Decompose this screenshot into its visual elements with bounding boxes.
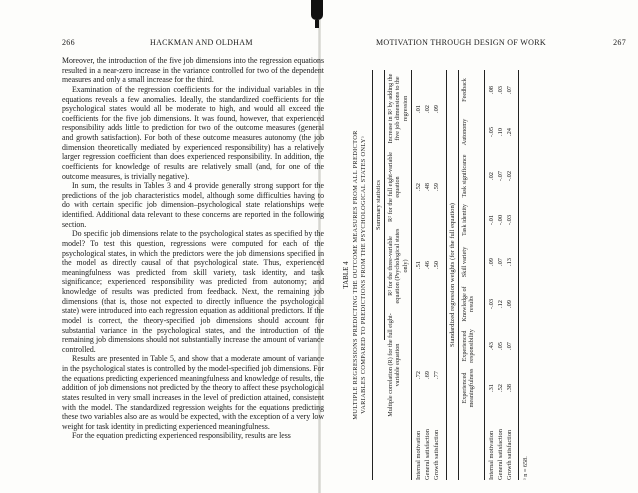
table-caption-line-1: MULTIPLE REGRESSIONS PREDICTING THE OUTCOME MEASURES FROM ALL PREDICTOR xyxy=(352,130,359,420)
weights-cell: .05 xyxy=(497,342,504,350)
summary-col-head: Increase in R² by adding the five job dimensions to the regression xyxy=(387,73,409,144)
left-running-title: HACKMAN AND OLDHAM xyxy=(150,38,253,47)
summary-cell: .72 xyxy=(415,371,422,379)
summary-row-label: Internal motivation xyxy=(415,430,422,480)
weights-col-head: Feedback xyxy=(461,78,468,102)
weights-row-label: General satisfaction xyxy=(497,429,504,480)
summary-cell: .51 xyxy=(415,261,422,269)
table-rule-bottom xyxy=(518,70,519,480)
weights-cell: -.00 xyxy=(497,214,504,226)
weights-cell: .52 xyxy=(497,384,504,392)
weights-row-label: Internal motivation xyxy=(488,430,495,480)
summary-cell: .59 xyxy=(433,183,440,191)
paragraph: In sum, the results in Tables 3 and 4 provide generally strong support for the predictions of the job characteristics model, although some difficulties having to do with certain specific job dimension–psychological state relationships were identified. Additional data relevant to these concerns are reported in the following section. xyxy=(62,181,324,229)
weights-cell: -.03 xyxy=(506,214,513,226)
weights-cell: .31 xyxy=(488,384,495,392)
summary-heading-rule xyxy=(384,70,385,340)
summary-heading: Summary statistics xyxy=(375,180,382,231)
summary-col-head: R² for the three-variable equation (Psychological states only) xyxy=(387,228,409,304)
paragraph: Moreover, the introduction of the five job dimensions into the regression equations resulted in a near-zero increase in the variance controlled for two of the dependent measures and only a small increase for the third. xyxy=(62,56,324,85)
summary-cell: .77 xyxy=(433,371,440,379)
weights-col-head: Knowledge of results xyxy=(461,286,476,322)
paragraph: For the equation predicting experienced responsibility, results are less xyxy=(72,431,291,441)
weights-cell: .13 xyxy=(506,258,513,266)
weights-cell: .24 xyxy=(506,128,513,136)
weights-cell: -.05 xyxy=(488,126,495,138)
weights-cell: .07 xyxy=(497,258,504,266)
weights-cell: .07 xyxy=(506,342,513,350)
weights-col-head: Experienced meaningfulness xyxy=(461,368,476,408)
summary-cell: .02 xyxy=(424,105,431,113)
left-page-number: 266 xyxy=(62,38,75,47)
weights-cell: .02 xyxy=(488,172,495,180)
weights-col-head: Task significance xyxy=(461,154,468,198)
summary-header-rule xyxy=(411,70,412,480)
summary-cell: .01 xyxy=(415,105,422,113)
weights-row-label: Growth satisfaction xyxy=(506,429,513,480)
weights-cell: -.03 xyxy=(488,298,495,310)
table-4-container xyxy=(336,60,636,490)
weights-cell: .07 xyxy=(506,86,513,94)
left-running-head xyxy=(62,38,324,50)
weights-col-head: Skill variety xyxy=(461,246,468,278)
summary-cell: .69 xyxy=(424,371,431,379)
summary-cell: .09 xyxy=(433,105,440,113)
summary-cell: .48 xyxy=(424,183,431,191)
weights-heading: Standardized regression weights (for the full equation) xyxy=(449,203,456,347)
table-label: TABLE 4 xyxy=(342,261,350,289)
table-4 xyxy=(336,60,636,490)
right-running-title: MOTIVATION THROUGH DESIGN OF WORK xyxy=(376,38,546,47)
weights-col-head: Task identity xyxy=(461,203,468,237)
weights-cell: .10 xyxy=(497,128,504,136)
table-caption xyxy=(352,60,368,490)
table-caption-line-2: VARIABLES COMPARED TO PREDICTIONS FROM THE PSYCHOLOGICAL STATES ONLYᵃ xyxy=(360,136,367,414)
weights-cell: -.02 xyxy=(506,170,513,182)
weights-cell: .38 xyxy=(506,384,513,392)
left-body-text xyxy=(62,56,324,441)
weights-top-rule xyxy=(446,70,447,480)
weights-header-rule xyxy=(484,70,485,480)
paragraph: Results are presented in Table 5, and show that a moderate amount of variance in the psychological states is controlled by the model-specified job dimensions. For the equations predicting experienced meaningfulness and knowledge of results, the addition of job dimensions not predicted by the theory to affect these psychological states resulted in very small increases in the level of prediction attained, consistent with the model. The standardized regression weights for the equations predicting these two variables also are as would be expected, with the exception of a very low weight for task identity in predicting experienced meaningfulness. xyxy=(62,354,324,431)
weights-cell: .09 xyxy=(488,258,495,266)
summary-col-head: Multiple correlation (R) for the full eight-variable equation xyxy=(387,313,402,417)
weights-cell: .12 xyxy=(497,300,504,308)
weights-cell: .09 xyxy=(506,300,513,308)
weights-cell: .43 xyxy=(488,342,495,350)
right-page-number: 267 xyxy=(613,38,626,47)
table-footnote: ᵃ n = 658. xyxy=(522,456,529,480)
weights-heading-rule xyxy=(458,70,459,480)
summary-cell: .46 xyxy=(424,261,431,269)
summary-cell: .50 xyxy=(433,261,440,269)
right-page xyxy=(330,0,638,493)
table-rule-top xyxy=(372,70,373,480)
weights-col-head: Autonomy xyxy=(461,118,468,146)
weights-cell: -.01 xyxy=(488,214,495,226)
weights-cell: .08 xyxy=(488,86,495,94)
binder-clip xyxy=(311,0,323,20)
weights-cell: -.07 xyxy=(497,170,504,182)
summary-col-head: R² for the full eight-variable equation xyxy=(387,152,402,222)
summary-cell: .52 xyxy=(415,183,422,191)
paragraph: Examination of the regression coefficients for the individual variables in the equations reveals a few anomalies. Ideally, the standardized coefficients for the psychological states would all be moderate to high, and would all exceed the coefficients for the five job dimensions. It was found, however, that experienced responsibility adds little to prediction for two of the outcome measures (general and growth satisfaction). For both of these outcome measures autonomy (the job dimension theoretically mediated by experienced responsibility) has a relatively larger regression coefficient than does experienced responsibility. In addition, the coefficients for knowledge of results are relatively small (and, for one of the outcome measures, is trivially negative). xyxy=(62,84,324,181)
weights-col-head: Experienced responsibility xyxy=(461,329,476,363)
paragraph: Do specific job dimensions relate to the psychological states as specified by the model? To test this question, regressions were computed for each of the psychological states, in which the predictors were the job dimensions specified in the model as directly causal of that psychological state. Thus, experienced meaningfulness was predicted from skill variety, task identity, and task significance; experienced responsibility was predicted from autonomy; and knowledge of results was predicted from feedback. Next, the remaining job dimensions (that is, those not expected to directly influence the psychological state) were introduced into each regression equation as additional predictors. If the model is correct, the theory-specified job dimensions should account for substantial variance in the psychological states, and the introduction of the remaining job dimensions should not substantially increase the amount of variance controlled. xyxy=(62,229,324,354)
summary-row-label: General satisfaction xyxy=(424,429,431,480)
weights-cell: .03 xyxy=(497,86,504,94)
summary-row-label: Growth satisfaction xyxy=(433,429,440,480)
